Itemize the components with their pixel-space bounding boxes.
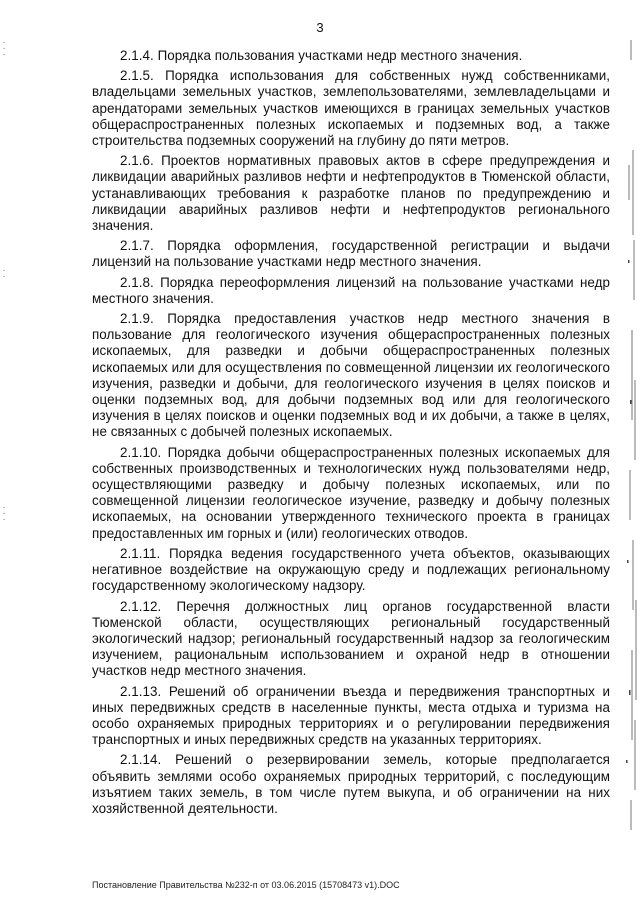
scan-artifact-mark: · · [2,267,7,281]
paragraph-2-1-5: 2.1.5. Порядка использования для собственных нужд собственниками, владельцами земельных участков, землепользователями, землевладельцами и арендаторами земельных участков имеющихся в границах земельных участков общераспространенных полезных ископаемых и подземных вод, а также строительства подземных сооружений на глубину до пяти метров. [92,68,610,149]
paragraph-2-1-11: 2.1.11. Порядка ведения государственного учета объектов, оказывающих негативное воздействие на окружающую среду и подлежащих региональному государственному экологическому надзору. [92,545,610,594]
document-footer: Постановление Правительства №232-п от 03.06.2015 (15708473 v1).DOC [92,880,400,890]
paragraph-2-1-6: 2.1.6. Проектов нормативных правовых актов в сфере предупреждения и ликвидации аварийных разливов нефти и нефтепродуктов в Тюменской области, устанавливающих требования к разработке планов по предупреждению и ликвидации аварийных разливов нефти и нефтепродуктов регионального значения. [92,153,610,234]
document-body [92,48,610,821]
paragraph-2-1-4: 2.1.4. Порядка пользования участками недр местного значения. [120,48,523,63]
scan-edge-artifact [620,0,638,905]
page-number: 3 [316,20,324,35]
paragraph-2-1-7: 2.1.7. Порядка оформления, государственной регистрации и выдачи лицензий на пользование участками недр местного значения. [92,238,610,270]
paragraph-2-1-14: 2.1.14. Решений о резервировании земель, которые предполагается объявить землями особо охраняемых природных территорий, с последующим изъятием таких земель, в том числе путем выкупа, и об ограничении на них хозяйственной деятельности. [92,752,610,816]
scan-artifact-mark: · · · [2,504,7,524]
paragraph-2-1-10: 2.1.10. Порядка добычи общераспространенных полезных ископаемых для собственных производственных и технологических нужд пользователями недр, осуществляющими разведку и добычу полезных ископаемых, или по совмещенной лицензии геологическое изучение, разведку и добычу полезных ископаемых, на основании утвержденного технического проекта в границах предоставленных им горных и (или) геологических отводов. [92,444,610,541]
paragraph-2-1-12: 2.1.12. Перечня должностных лиц органов государственной власти Тюменской области, осуществляющих региональный государственный экологический надзор; региональный государственный надзор за геологическим изучением, рациональным использованием и охраной недр в отношении участков недр местного значения. [92,598,610,679]
scan-artifact-mark: · · · [2,39,7,59]
paragraph-2-1-9: 2.1.9. Порядка предоставления участков недр местного значения в пользование для геологического изучения общераспространенных полезных ископаемых, для разведки и добычи общераспространенных полезных ископаемых или для осуществления по совмещенной лицензии их геологического изучения, разведки и добычи, для геологического изучения в целях поисков и оценки подземных вод, для добычи подземных вод или для геологического изучения в целях поисков и оценки подземных вод и их добычи, а также в целях, не связанных с добычей полезных ископаемых. [92,311,610,440]
paragraph-2-1-13: 2.1.13. Решений об ограничении въезда и передвижения транспортных и иных передвижных средств в населенные пункты, места отдыха и туризма на особо охраняемых природных территориях и о регулировании передвижения транспортных и иных передвижных средств на указанных территориях. [92,683,610,748]
paragraph-2-1-8: 2.1.8. Порядка переоформления лицензий на пользование участками недр местного значения. [92,274,610,306]
